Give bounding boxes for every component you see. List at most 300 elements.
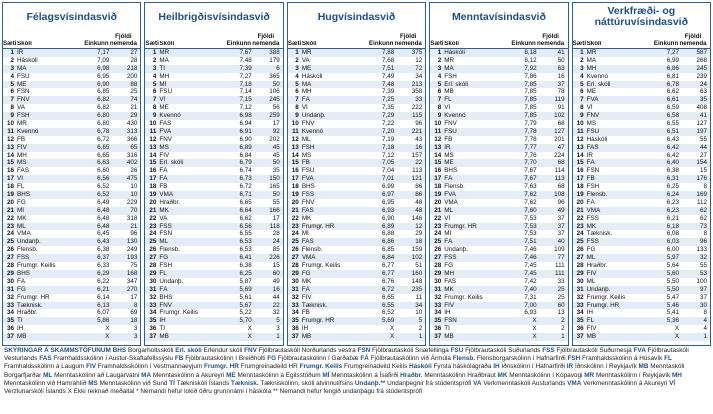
table-row	[145, 223, 282, 231]
school-cell: MS	[444, 151, 454, 159]
school-cell: MR	[586, 49, 597, 56]
school-cell: FL	[17, 183, 25, 191]
school-cell: FSH	[586, 183, 600, 191]
table-row	[145, 207, 282, 215]
count-cell: 1	[703, 333, 708, 341]
rank-cell: 22	[149, 214, 157, 222]
grade-cell: 6,72	[97, 135, 110, 143]
rank-cell: 33	[291, 301, 299, 309]
rank-cell: 31	[6, 285, 14, 293]
rank-cell: 18	[434, 183, 442, 191]
rank-cell: 24	[6, 230, 14, 238]
count-cell: 21	[130, 222, 138, 230]
table-row	[145, 65, 282, 73]
count-cell: 375	[411, 49, 423, 56]
count-cell: 28	[272, 230, 280, 238]
legend-abbreviation: Flensb.	[452, 355, 476, 363]
grade-cell: 6,99	[381, 183, 395, 191]
table-row	[3, 286, 140, 294]
school-cell: VMA	[159, 191, 174, 199]
grade-cell: 7,78	[524, 127, 537, 135]
table-row	[145, 317, 282, 325]
grade-cell: 7,88	[381, 49, 395, 56]
table-row	[573, 207, 710, 215]
table-row	[430, 152, 567, 160]
table-row	[288, 246, 425, 254]
table-row	[3, 302, 140, 310]
rank-cell: 11	[434, 127, 442, 135]
school-cell: FG	[444, 262, 453, 270]
table-row	[573, 175, 710, 183]
ranking-panel	[144, 2, 283, 346]
grade-cell: 7,29	[381, 112, 395, 120]
school-cell: FG	[17, 285, 26, 293]
rank-cell: 30	[149, 277, 157, 285]
grade-cell: 5,46	[666, 301, 680, 309]
rank-cell: 14	[149, 151, 157, 159]
rank-cell: 3	[10, 64, 14, 72]
school-cell: TÍ	[444, 325, 450, 333]
rank-cell: 36	[291, 325, 299, 333]
count-cell: 3	[276, 325, 280, 333]
school-cell: FÁ	[159, 167, 168, 175]
rank-cell: 2	[295, 56, 299, 64]
grade-cell: 7,46	[524, 254, 537, 262]
rank-cell: 6	[295, 88, 299, 96]
rank-cell: 16	[434, 167, 442, 175]
grade-cell: 6,45	[97, 230, 110, 238]
legend-abbreviation: MA	[141, 371, 152, 379]
table-row	[3, 238, 140, 246]
table-header	[430, 31, 567, 49]
school-cell: ME	[301, 64, 312, 72]
rank-cell: 21	[291, 206, 299, 214]
count-cell: 200	[126, 72, 138, 80]
table-row	[3, 183, 140, 191]
count-cell: 33	[557, 277, 565, 285]
count-cell: 430	[126, 120, 138, 128]
legend-full-name: Fjölbrautaskóli Snæfellinga	[372, 347, 449, 354]
grade-cell: 6,77	[381, 269, 395, 277]
table-row	[573, 112, 710, 120]
table-row	[288, 128, 425, 136]
school-cell: VÍ	[17, 175, 23, 183]
grade-cell: 5,86	[97, 317, 110, 325]
count-cell: 133	[696, 246, 708, 254]
school-cell: VÍ	[444, 104, 451, 112]
table-row	[145, 302, 282, 310]
panel-title: Heilbrigðisvísindasvið	[158, 10, 270, 23]
legend-abbreviation: FVA	[633, 347, 646, 354]
count-cell: 118	[269, 222, 280, 230]
rank-cell: 15	[291, 159, 299, 167]
rank-cell: 8	[152, 104, 157, 112]
school-cell: FSH	[444, 72, 457, 80]
school-cell: MÍ	[17, 206, 24, 214]
school-cell: Frumgr. HR	[301, 222, 335, 230]
table-row	[145, 159, 282, 167]
count-cell: 29	[415, 230, 423, 238]
school-cell: Undanþ.	[586, 285, 611, 293]
legend-abbreviation: Undanþ.**	[354, 379, 386, 387]
count-cell: 96	[415, 120, 423, 128]
rank-cell: 6	[10, 88, 14, 96]
grade-cell: X	[532, 333, 537, 341]
count-cell: 68	[557, 159, 565, 167]
grade-cell: 7,92	[524, 64, 537, 72]
rank-cell: 35	[149, 317, 157, 325]
count-cell: 224	[554, 151, 565, 159]
rank-cell: 23	[434, 222, 442, 230]
rank-cell: 23	[149, 222, 157, 230]
legend-full-name: Menntaskólinn Hraðbraut	[424, 371, 496, 379]
legend-full-name: Fjölbrautaskóli Suðurlands	[465, 347, 541, 354]
school-cell: FB	[301, 309, 310, 317]
rank-cell: 8	[10, 104, 14, 112]
grade-cell: 7,45	[524, 262, 537, 270]
grade-cell: 7,62	[524, 198, 537, 206]
rank-cell: 22	[576, 214, 584, 222]
school-cell: FÁ	[159, 285, 168, 293]
table-row	[430, 120, 567, 128]
grade-cell: 7,79	[524, 120, 537, 128]
grade-cell: 7,51	[381, 64, 395, 72]
rank-cell: 14	[291, 151, 299, 159]
legend-full-name: Verkmenntaskóli Austurlands	[483, 379, 566, 387]
rank-cell: 9	[10, 112, 14, 120]
table-row	[145, 246, 282, 254]
count-cell: 176	[696, 175, 708, 183]
rank-cell: 30	[576, 277, 584, 285]
rank-cell: 29	[291, 269, 299, 277]
school-cell: BHS	[17, 269, 30, 277]
grade-cell: 7,40	[524, 285, 537, 293]
grade-cell: 6,80	[97, 120, 110, 128]
table-row	[573, 309, 710, 317]
grade-cell: 6,51	[666, 127, 680, 135]
count-cell: 78	[557, 88, 565, 96]
grade-cell: 6,86	[381, 238, 395, 246]
rank-cell: 28	[291, 262, 299, 270]
legend-abbreviation: MB	[638, 363, 649, 371]
count-cell: 146	[411, 214, 423, 222]
grade-cell: 7,42	[524, 277, 537, 285]
school-cell: FSS	[301, 191, 315, 199]
school-cell: MA	[17, 64, 27, 72]
count-cell: 44	[272, 293, 280, 301]
school-cell: FSH	[159, 262, 173, 270]
school-cell: FVA	[301, 175, 314, 183]
grade-cell: 7,46	[524, 246, 537, 254]
grade-cell: 5,50	[666, 277, 680, 285]
table-row	[573, 136, 710, 144]
grade-cell: 7,35	[381, 104, 395, 112]
grade-cell: X	[390, 333, 395, 341]
school-cell: FB	[301, 159, 310, 167]
rank-cell: 2	[580, 56, 584, 64]
rank-cell: 35	[576, 317, 584, 325]
grade-cell: 6,98	[239, 112, 252, 120]
count-cell: 45	[272, 151, 280, 159]
rank-cell: 17	[6, 175, 14, 183]
rank-cell: 16	[149, 167, 157, 175]
count-cell: 25	[557, 285, 565, 293]
count-cell: 37	[557, 230, 565, 238]
school-cell: FSN	[17, 88, 30, 96]
header-count: Fjöldi nemenda	[679, 33, 707, 47]
count-cell: 25	[130, 88, 138, 96]
count-cell: 229	[126, 198, 138, 206]
count-cell: 47	[557, 143, 565, 151]
count-cell: 37	[557, 222, 565, 230]
table-row	[3, 73, 140, 81]
school-cell: Kvennó	[159, 112, 181, 120]
legend-full-name: Fjölbrautaskóli Vesturlands	[4, 347, 689, 363]
grade-cell: 6,65	[97, 151, 110, 159]
legend-full-name: Menntaskólinn á Ísafirði	[331, 371, 399, 379]
count-cell: 77	[557, 254, 565, 262]
legend-abbreviation: FÁ	[360, 355, 369, 363]
table-row	[573, 325, 710, 333]
school-cell: BHS	[17, 191, 30, 199]
school-cell: MS	[159, 143, 169, 151]
table-row	[573, 278, 710, 286]
rank-cell: 27	[576, 254, 584, 262]
panel-title: Menntavísindasvið	[451, 10, 546, 23]
legend-abbreviation: ML	[43, 371, 53, 379]
count-cell: 73	[700, 222, 708, 230]
count-cell: 8	[703, 309, 708, 317]
table-row	[430, 183, 567, 191]
rank-cell: 21	[434, 206, 442, 214]
rank-cell: 17	[291, 175, 299, 183]
school-cell: FAS	[301, 238, 314, 246]
grade-cell: 7,51	[524, 238, 537, 246]
count-cell: 313	[126, 127, 138, 135]
count-cell: 108	[554, 191, 565, 199]
rank-cell: 2	[437, 56, 442, 64]
school-cell: Flensb.	[586, 191, 608, 199]
count-cell: 154	[696, 159, 708, 167]
school-cell: FÁ	[301, 285, 310, 293]
rank-cell: 1	[10, 49, 14, 56]
rank-cell: 31	[149, 285, 157, 293]
table-row	[288, 215, 425, 223]
grade-cell: 6,56	[239, 222, 252, 230]
table-row	[3, 325, 140, 333]
grade-cell: 6,37	[97, 254, 110, 262]
school-cell: Frumgr. Keilis	[17, 262, 56, 270]
table-row	[3, 207, 140, 215]
rank-cell: 26	[6, 246, 14, 254]
school-cell: FB	[586, 175, 595, 183]
school-cell: ME	[159, 104, 169, 112]
rank-cell: 3	[437, 64, 442, 72]
grade-cell: 7,14	[239, 88, 252, 96]
count-cell: 15	[272, 262, 280, 270]
rank-cell: 12	[576, 135, 584, 143]
rank-cell: 14	[434, 151, 442, 159]
table-row	[288, 286, 425, 294]
count-cell: 60	[272, 269, 280, 277]
table-row	[573, 65, 710, 73]
grade-cell: 6,65	[239, 198, 252, 206]
legend-full-name: Fjölbrautaskólinn við Ármúla	[370, 355, 451, 363]
rank-cell: 10	[149, 120, 157, 128]
school-cell: FIV	[17, 143, 27, 151]
rank-cell: 31	[291, 285, 299, 293]
table-row	[288, 65, 425, 73]
school-cell: FG	[159, 254, 169, 262]
count-cell: 63	[557, 64, 565, 72]
rank-cell: 10	[6, 120, 14, 128]
rank-cell: 37	[434, 333, 442, 341]
rank-cell: 27	[434, 254, 442, 262]
grade-cell: 7,18	[381, 143, 395, 151]
school-cell: FNV	[301, 198, 315, 206]
grade-cell: 6,84	[239, 151, 252, 159]
school-cell: FL	[586, 317, 594, 325]
legend-abbreviation: MR	[584, 371, 595, 379]
count-cell: 32	[700, 254, 708, 262]
rank-cell: 5	[437, 80, 442, 88]
count-cell: 48	[415, 206, 423, 214]
school-cell: ML	[586, 254, 596, 262]
table-row	[145, 286, 282, 294]
school-cell: IH	[444, 309, 451, 317]
table-row	[288, 144, 425, 152]
school-cell: IR	[586, 151, 593, 159]
table-row	[288, 136, 425, 144]
grade-cell: 7,39	[381, 88, 395, 96]
table-row	[430, 246, 567, 254]
count-cell: 109	[554, 246, 565, 254]
grade-cell: 5,47	[666, 293, 680, 301]
count-cell: 5	[418, 317, 423, 325]
school-cell: Hraðbr.	[159, 198, 181, 206]
rank-cell: 1	[295, 49, 299, 56]
school-cell: VMA	[301, 254, 316, 262]
table-row	[288, 88, 425, 96]
rank-cell: 20	[576, 198, 584, 206]
school-cell: FIV	[159, 151, 170, 159]
school-cell: FIV	[586, 325, 597, 333]
table-row	[573, 88, 710, 96]
count-cell: 4	[703, 325, 708, 333]
table-row	[430, 286, 567, 294]
rank-cell: 23	[6, 222, 14, 230]
count-cell: 10	[415, 309, 423, 317]
grade-cell: 6,38	[97, 246, 110, 254]
grade-cell: 6,52	[97, 183, 110, 191]
legend-full-name: Tækniskóli Íslands	[176, 379, 230, 387]
count-cell: 88	[130, 80, 138, 88]
grade-cell: 7,22	[381, 120, 395, 128]
table-row	[3, 144, 140, 152]
rank-cell: 13	[434, 143, 442, 151]
table-row	[573, 199, 710, 207]
school-cell: Erl. skóli	[586, 80, 611, 88]
count-cell: 202	[269, 135, 280, 143]
grade-cell: 7,27	[666, 49, 680, 56]
count-cell: 119	[554, 96, 565, 104]
grade-cell: 6,23	[666, 198, 680, 206]
legend-abbreviation: Erl. skóli	[175, 347, 202, 354]
school-cell: IH	[17, 325, 24, 333]
grade-cell: 5,22	[239, 309, 252, 317]
table-row	[430, 88, 567, 96]
table-row	[288, 223, 425, 231]
count-cell: 358	[411, 88, 423, 96]
table-row	[3, 333, 140, 341]
grade-cell: 5,60	[666, 269, 680, 277]
table-row	[288, 270, 425, 278]
table-row	[430, 325, 567, 333]
grade-cell: 6,93	[381, 206, 395, 214]
count-cell: 121	[411, 175, 423, 183]
legend-abbreviation: Frumgr. Keilis	[299, 363, 343, 371]
grade-cell: 7,45	[524, 269, 537, 277]
school-cell: FÁ	[17, 277, 26, 285]
rank-cell: 19	[149, 191, 157, 199]
count-cell: 49	[557, 206, 565, 214]
legend-abbreviation: FSS	[542, 347, 555, 354]
grade-cell: 6,21	[666, 214, 680, 222]
table-row	[3, 223, 140, 231]
rank-cell: 36	[576, 325, 584, 333]
rank-cell: 7	[580, 96, 584, 104]
table-row	[573, 333, 710, 341]
grade-cell: 7,63	[524, 183, 537, 191]
grade-cell: 6,98	[97, 64, 110, 72]
grade-cell: 6,13	[97, 301, 110, 309]
count-cell: 316	[126, 151, 138, 159]
grade-cell: 6,90	[239, 135, 252, 143]
table-row	[288, 254, 425, 262]
school-cell: FIV	[444, 301, 455, 309]
count-cell: 16	[557, 72, 565, 80]
count-cell: 50	[272, 159, 280, 167]
table-row	[145, 167, 282, 175]
grade-cell: 6,88	[381, 230, 395, 238]
school-cell: MR	[17, 120, 27, 128]
count-cell: 69	[130, 309, 138, 317]
school-cell: Frumgr. Keilis	[586, 293, 626, 301]
school-cell: MK	[444, 285, 454, 293]
grade-cell: 7,17	[97, 49, 110, 56]
grade-cell: 8,12	[524, 56, 537, 64]
rank-cell: 17	[149, 175, 157, 183]
count-cell: 62	[700, 214, 708, 222]
count-cell: 249	[126, 246, 138, 254]
rank-cell: 4	[580, 72, 584, 80]
grade-cell: 7,86	[524, 72, 537, 80]
rank-cell: 21	[149, 206, 157, 214]
table-row	[430, 278, 567, 286]
school-cell: VA	[159, 214, 168, 222]
grade-cell: 6,21	[97, 285, 110, 293]
legend-full-name: Menntaskólinn við Sund	[99, 379, 168, 387]
table-row	[430, 317, 567, 325]
rank-cell: 13	[6, 143, 14, 151]
table-row	[3, 159, 140, 167]
ranking-panel	[572, 2, 711, 346]
table-row	[288, 120, 425, 128]
grade-cell: 6,00	[666, 246, 680, 254]
table-row	[430, 223, 567, 231]
grade-cell: 7,85	[524, 112, 537, 120]
grade-cell: 6,85	[381, 246, 395, 254]
